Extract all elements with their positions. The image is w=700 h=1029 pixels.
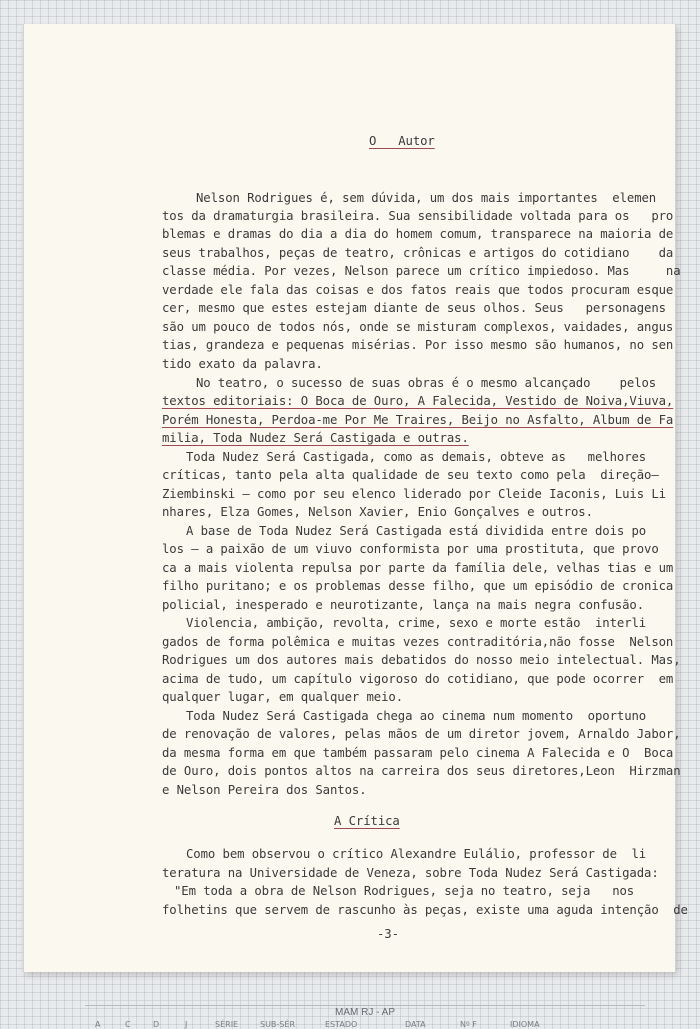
p2-line-4: milia, Toda Nudez Será Castigada e outras.: [162, 431, 469, 445]
p2-line-3: Porém Honesta, Perdoa-me Por Me Traires, Beijo no Asfalto, Album de Fa: [162, 413, 674, 427]
p1-line-3: blemas e dramas do dia a dia do homem comum, transparece na maioria de: [162, 227, 674, 241]
p4-line-3: ca a mais violenta repulsa por parte da família dele, velhas tias e um: [162, 561, 674, 575]
archive-column: IDIOMA: [510, 1020, 540, 1029]
p4-line-1: A base de Toda Nudez Será Castigada está dividida entre dois po: [186, 524, 647, 538]
p2-line-1: No teatro, o sucesso de suas obras é o mesmo alcançado pelos: [196, 376, 657, 390]
p5-line-3: Rodrigues um dos autores mais debatidos do nosso meio intelectual. Mas,: [162, 653, 681, 667]
archive-column: J: [185, 1020, 188, 1029]
typed-text: [24, 24, 688, 972]
p1-line-9: tias, grandeza e pequenas misérias. Por isso mesmo são humanos, no sen: [162, 338, 674, 352]
p1-line-2: tos da dramaturgia brasileira. Sua sensibilidade voltada para os pro: [162, 209, 674, 223]
document-page: [23, 24, 688, 972]
p5-line-1: Violencia, ambição, revolta, crime, sexo e morte estão interli: [186, 616, 647, 630]
p7-line-2: teratura na Universidade de Veneza, sobre Toda Nudez Será Castigada:: [162, 866, 659, 880]
p4-line-5: policial, inesperado e neurotizante, lança na mais negra confusão.: [162, 598, 645, 612]
page-number: -3-: [377, 927, 399, 941]
archive-column: SÉRIE: [215, 1020, 239, 1029]
section-heading-critica: A Crítica: [334, 814, 400, 828]
p3-line-4: nhares, Elza Gomes, Nelson Xavier, Enio Gonçalves e outros.: [162, 505, 593, 519]
archive-column: D: [153, 1020, 160, 1029]
p7-line-3: "Em toda a obra de Nelson Rodrigues, seja no teatro, seja nos: [174, 884, 635, 898]
p3-line-3: Ziembinski — como por seu elenco liderado por Cleide Iaconis, Luis Li: [162, 487, 666, 501]
p6-line-3: da mesma forma em que também passaram pelo cinema A Falecida e O Boca: [162, 746, 674, 760]
p6-line-2: de renovação de valores, pelas mãos de um diretor jovem, Arnaldo Jabor,: [162, 727, 681, 741]
archive-column: A: [95, 1020, 101, 1029]
p1-line-1: Nelson Rodrigues é, sem dúvida, um dos mais importantes elemen: [196, 191, 657, 205]
p5-line-5: qualquer lugar, em qualquer meio.: [162, 690, 404, 704]
p4-line-2: los — a paixão de um viuvo conformista por uma prostituta, que provo: [162, 542, 659, 556]
p7-line-4: folhetins que servem de rascunho às peças, existe uma aguda intenção de: [162, 903, 688, 917]
p3-line-2: críticas, tanto pela alta qualidade de seu texto como pela direção—: [162, 468, 659, 482]
p6-line-4: de Ouro, dois pontos altos na carreira dos seus diretores,Leon Hirzman: [162, 764, 681, 778]
p5-line-2: gados de forma polêmica e muitas vezes contraditória,não fosse Nelson: [162, 635, 674, 649]
archive-column: ESTADO: [325, 1020, 358, 1029]
section-heading-autor: O Autor: [369, 134, 435, 148]
p1-line-5: classe média. Por vezes, Nelson parece um crítico impiedoso. Mas na: [162, 264, 681, 278]
archive-label: [85, 1005, 645, 1029]
archive-column: Nº F: [460, 1020, 477, 1029]
p5-line-4: acima de tudo, um capítulo vigoroso do cotidiano, que pode ocorrer em: [162, 672, 674, 686]
p1-line-7: cer, mesmo que estes estejam diante de seus olhos. Seus personagens: [162, 301, 666, 315]
p1-line-8: são um pouco de todos nós, onde se misturam complexos, vaidades, angus: [162, 320, 674, 334]
p4-line-4: filho puritano; e os problemas desse filho, que um episódio de cronica: [162, 579, 674, 593]
archive-column: SUB-SÉR: [260, 1020, 295, 1029]
p2-line-2: textos editoriais: O Boca de Ouro, A Falecida, Vestido de Noiva,Viuva,: [162, 394, 674, 408]
collection-label: MAM RJ - AP: [334, 1007, 395, 1018]
archive-column: C: [125, 1020, 131, 1029]
p1-line-10: tido exato da palavra.: [162, 357, 323, 371]
p1-line-6: verdade ele fala das coisas e dos fatos reais que todos procuram esque: [162, 283, 674, 297]
p6-line-1: Toda Nudez Será Castigada chega ao cinema num momento oportuno: [186, 709, 647, 723]
p6-line-5: e Nelson Pereira dos Santos.: [162, 783, 367, 797]
archive-column: DATA: [405, 1020, 426, 1029]
p3-line-1: Toda Nudez Será Castigada, como as demais, obteve as melhores: [186, 450, 647, 464]
p1-line-4: seus trabalhos, peças de teatro, crônicas e artigos do cotidiano da: [162, 246, 674, 260]
p7-line-1: Como bem observou o crítico Alexandre Eulálio, professor de li: [186, 847, 647, 861]
